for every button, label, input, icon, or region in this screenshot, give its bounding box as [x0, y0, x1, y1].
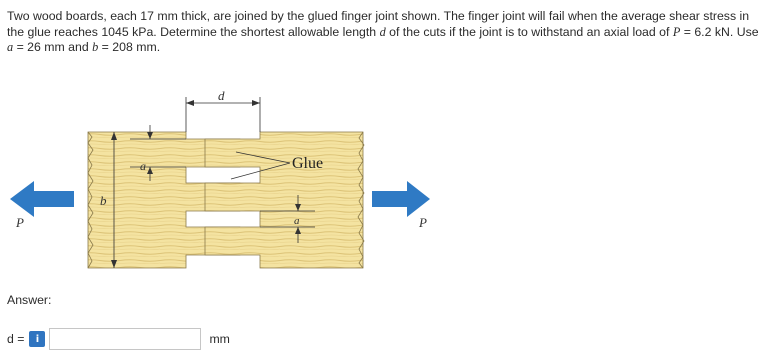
problem-text-4: = 26 mm and — [13, 40, 93, 54]
problem-text-2: of the cuts if the joint is to withstand an axial load of — [385, 24, 673, 39]
label-d: d — [218, 88, 225, 103]
answer-variable-label: d = — [7, 332, 25, 346]
problem-text-1: Two wood boards, each 17 mm thick, are joined by the glued finger joint shown. The finger joint will fail when the average shear stress in the glue reaches 1045 kPa. Determine the shortest allowable length — [7, 9, 750, 39]
problem-statement — [7, 9, 763, 56]
answer-unit: mm — [209, 332, 230, 346]
load-arrow-left — [10, 181, 74, 217]
label-P-right: P — [419, 215, 427, 230]
answer-input[interactable] — [49, 328, 201, 350]
load-arrow-right — [372, 181, 430, 217]
info-icon[interactable]: i — [29, 331, 45, 347]
var-d: d — [379, 24, 386, 39]
var-P: P — [672, 24, 681, 39]
right-board — [205, 132, 363, 268]
answer-label: Answer: — [7, 293, 52, 307]
var-a: a — [7, 40, 14, 54]
answer-row — [7, 327, 230, 351]
label-glue: Glue — [292, 155, 324, 172]
finger-joint-figure — [0, 75, 460, 285]
label-a-right: a — [294, 215, 300, 227]
label-b: b — [100, 193, 107, 208]
var-b: b — [92, 40, 99, 54]
problem-text-5: = 208 mm. — [98, 40, 161, 54]
finger-joint-diagram — [0, 75, 460, 285]
problem-text-3: = 6.2 kN. Use — [680, 24, 759, 39]
label-a-left: a — [140, 159, 146, 173]
label-P-left: P — [16, 215, 24, 230]
